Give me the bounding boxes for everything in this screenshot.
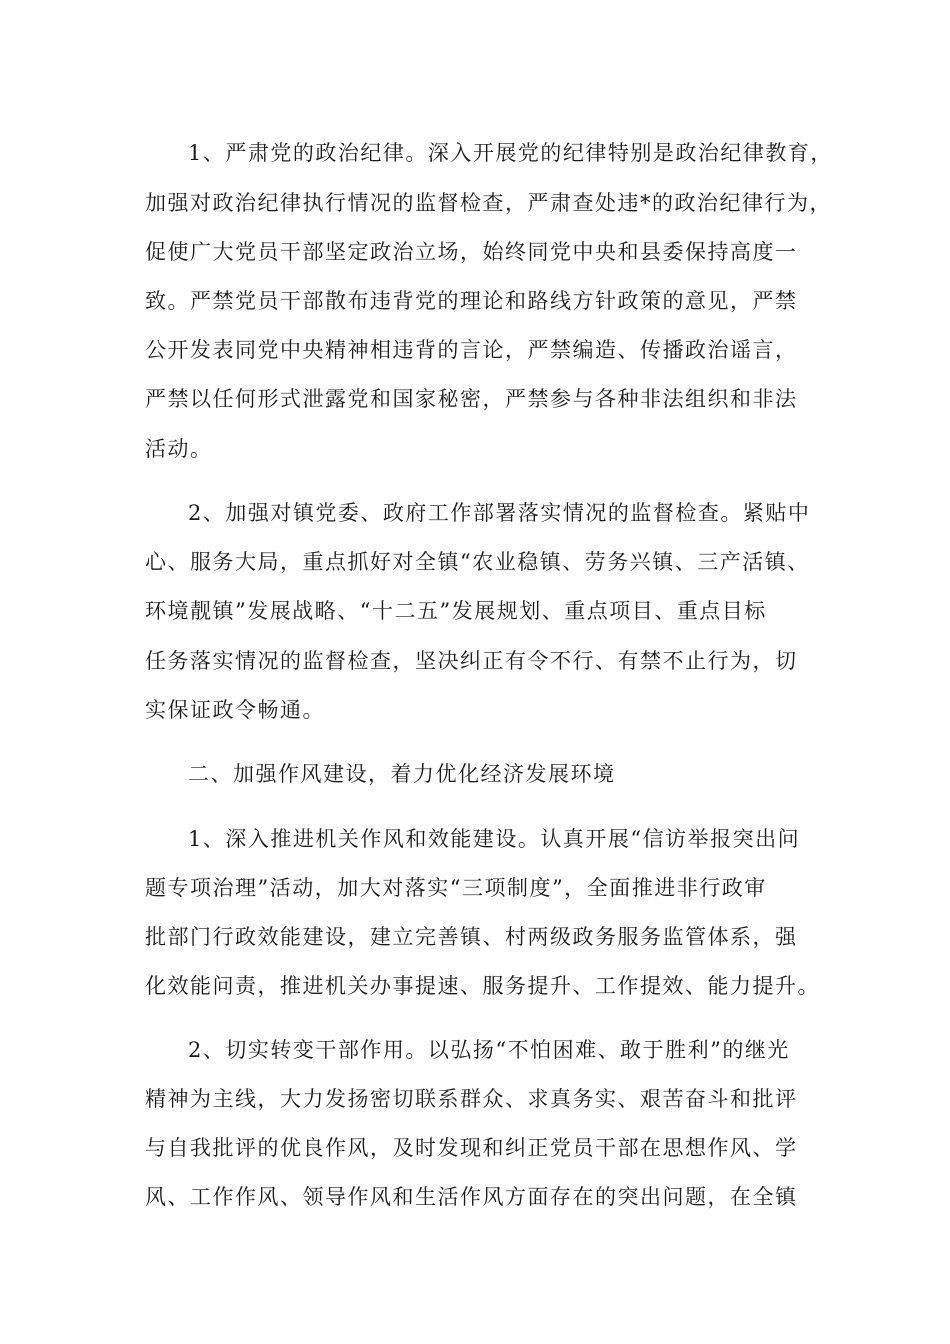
paragraph-2-line-5: 实保证政令畅通。 <box>145 698 325 722</box>
paragraph-1-line-1: 1、严肃党的政治纪律。深入开展党的纪律特别是政治纪律教育， <box>188 141 833 165</box>
paragraph-4-line-3: 与自我批评的优良作风，及时发现和纠正党员干部在思想作风、学 <box>145 1136 798 1160</box>
paragraph-3-line-1: 1、深入推进机关作风和效能建设。认真开展“信访举报突出问 <box>188 827 801 851</box>
paragraph-2-line-2: 心、服务大局，重点抓好对全镇“农业稳镇、劳务兴镇、三产活镇、 <box>145 550 810 574</box>
paragraph-4-line-2: 精神为主线，大力发扬密切联系群众、求真务实、艰苦奋斗和批评 <box>145 1087 798 1111</box>
paragraph-1-line-2: 加强对政治纪律执行情况的监督检查，严肃查处违*的政治纪律行为， <box>145 191 832 215</box>
paragraph-3-line-4: 化效能问责，推进机关办事提速、服务提升、工作提效、能力提升。 <box>145 974 820 998</box>
paragraph-1-line-7: 活动。 <box>145 437 213 461</box>
paragraph-1-line-5: 公开发表同党中央精神相违背的言论，严禁编造、传播政治谣言， <box>145 338 798 362</box>
paragraph-1-line-3: 促使广大党员干部坚定政治立场，始终同党中央和县委保持高度一 <box>145 240 798 264</box>
paragraph-1-line-6: 严禁以任何形式泄露党和国家秘密，严禁参与各种非法组织和非法 <box>145 387 798 411</box>
paragraph-1-line-4: 致。严禁党员干部散布违背党的理论和路线方针政策的意见，严禁 <box>145 289 798 313</box>
paragraph-2-line-4: 任务落实情况的监督检查，坚决纠正有令不行、有禁不止行为，切 <box>145 649 798 673</box>
paragraph-3-line-2: 题专项治理”活动，加大对落实“三项制度”，全面推进非行政审 <box>145 876 767 900</box>
paragraph-4-line-4: 风、工作作风、领导作风和生活作风方面存在的突出问题，在全镇 <box>145 1185 798 1209</box>
section-heading: 二、加强作风建设，着力优化经济发展环境 <box>188 762 616 786</box>
paragraph-4-line-1: 2、切实转变干部作用。以弘扬“不怕困难、敢于胜利”的继光 <box>188 1038 790 1062</box>
paragraph-2-line-1: 2、加强对镇党委、政府工作部署落实情况的监督检查。紧贴中 <box>188 501 811 525</box>
paragraph-3-line-3: 批部门行政效能建设，建立完善镇、村两级政务服务监管体系，强 <box>145 925 798 949</box>
paragraph-2-line-3: 环境靓镇”发展战略、“十二五”发展规划、重点项目、重点目标 <box>145 599 767 623</box>
